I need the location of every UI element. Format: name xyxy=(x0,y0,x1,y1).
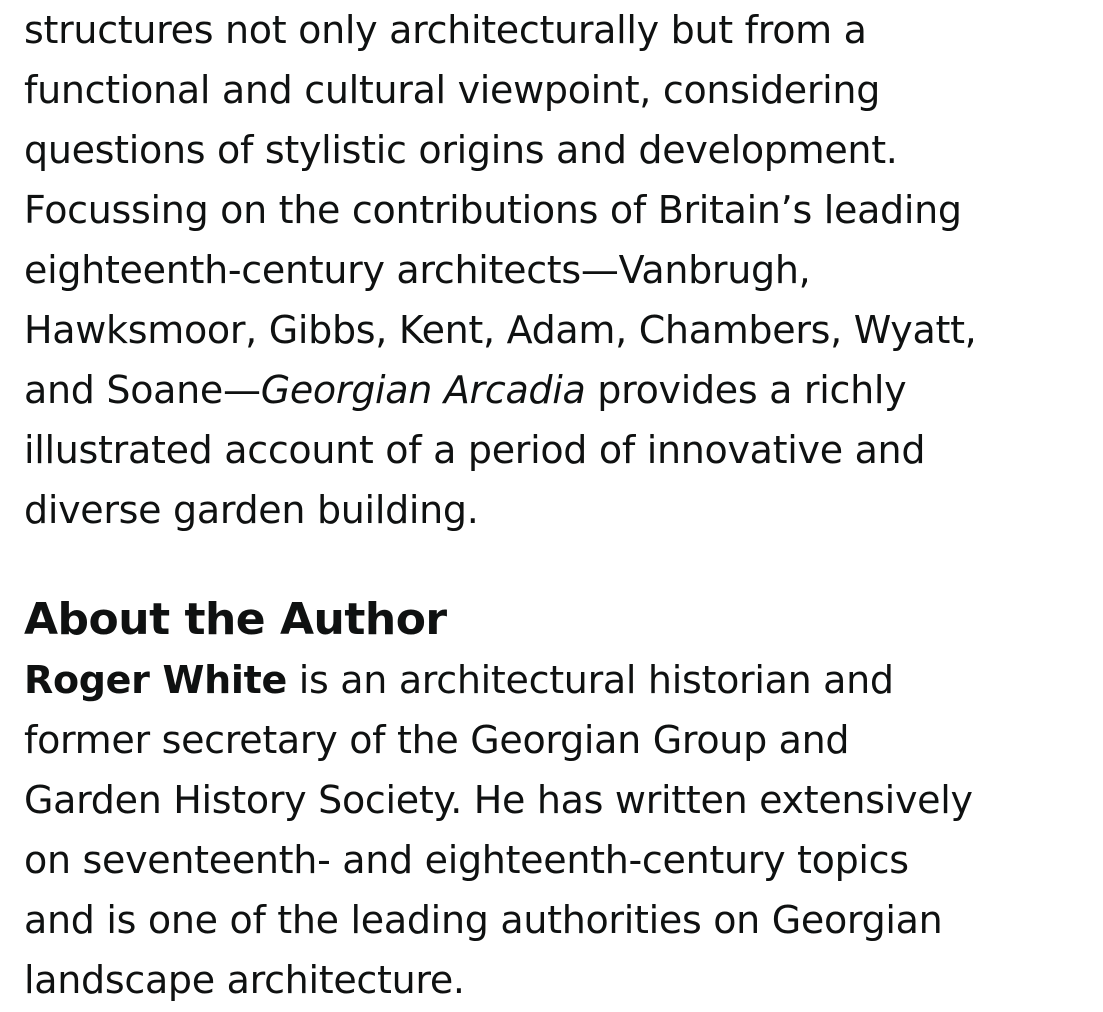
author-name: Roger White xyxy=(24,658,287,702)
description-line: eighteenth-century architects—Vanbrugh, xyxy=(24,248,811,292)
bio-text: is an architectural historian and xyxy=(286,658,894,702)
description-line: functional and cultural viewpoint, considering xyxy=(24,68,881,112)
book-description xyxy=(24,0,1084,540)
bio-line: on seventeenth- and eighteenth-century topics xyxy=(24,838,909,882)
product-description-content xyxy=(24,0,1084,1010)
bio-line: Garden History Society. He has written extensively xyxy=(24,778,973,822)
description-text: and Soane— xyxy=(24,368,261,412)
bio-line: former secretary of the Georgian Group and xyxy=(24,718,850,762)
about-author-heading: About the Author xyxy=(24,594,447,645)
description-line: illustrated account of a period of innovative and xyxy=(24,428,926,472)
author-bio xyxy=(24,650,1084,1010)
description-line: structures not only architecturally but from a xyxy=(24,8,867,52)
description-line: diverse garden building. xyxy=(24,488,479,532)
description-line: Hawksmoor, Gibbs, Kent, Adam, Chambers, Wyatt, xyxy=(24,308,977,352)
bio-line: landscape architecture. xyxy=(24,958,465,1002)
description-line xyxy=(24,360,1084,420)
book-title-italic: Georgian Arcadia xyxy=(260,368,586,412)
bio-line: and is one of the leading authorities on Georgian xyxy=(24,898,943,942)
description-text: provides a richly xyxy=(585,368,907,412)
bio-line xyxy=(24,650,1084,710)
description-line: questions of stylistic origins and development. xyxy=(24,128,898,172)
description-line: Focussing on the contributions of Britain’s leading xyxy=(24,188,962,232)
